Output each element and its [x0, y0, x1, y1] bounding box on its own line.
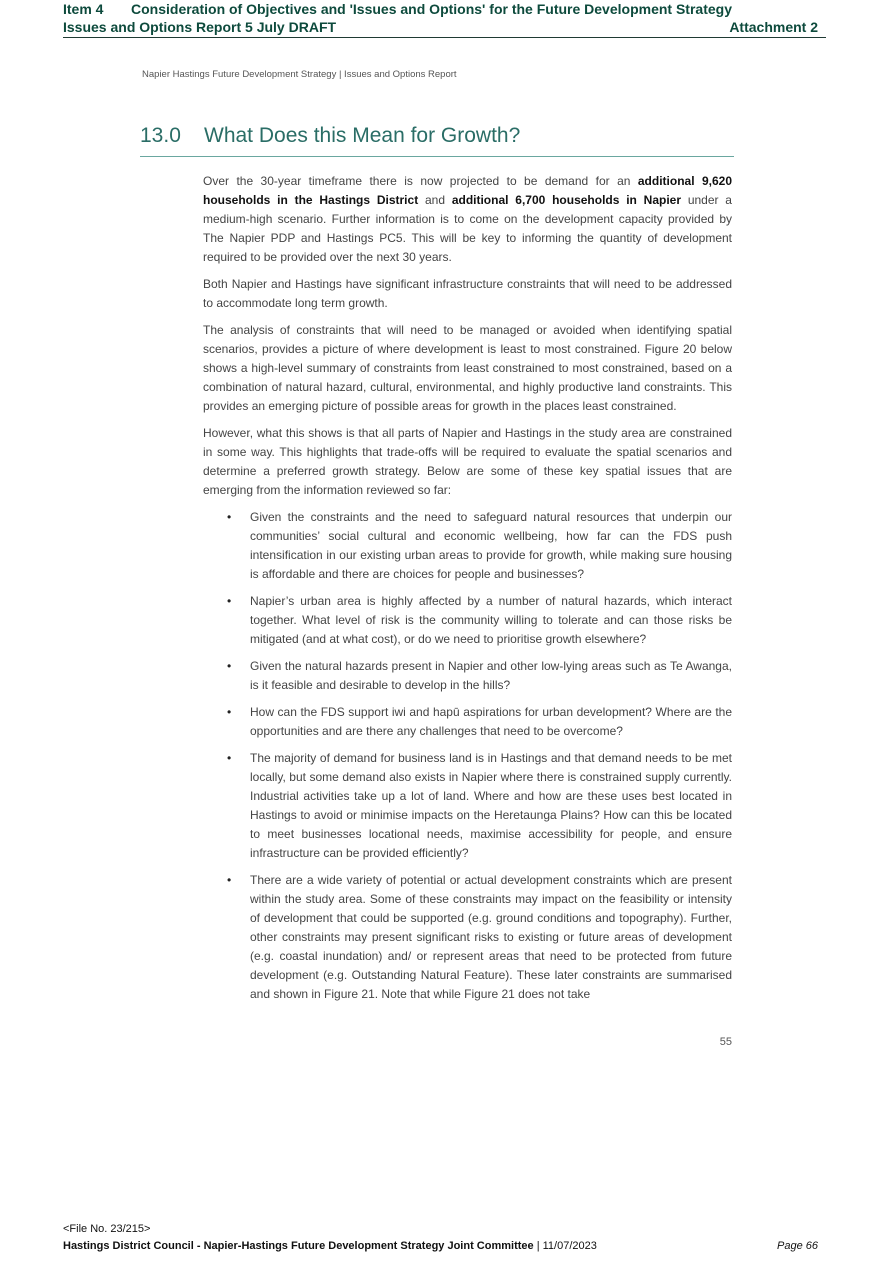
header-divider	[63, 37, 826, 38]
paragraph-text: under a medium-high scenario. Further information is to come on the development capacity provided by The Napier PDP and Hastings PC5. This will be key to informing the quantity of development required to be provided over the next 30 years.	[203, 193, 732, 264]
footer-page-number: Page 66	[777, 1240, 818, 1252]
bullet-icon: •	[227, 751, 232, 765]
paragraph: The analysis of constraints that will need to be managed or avoided when identifying spatial scenarios, provides a picture of where development is least to most constrained. Figure 20 below shows a high-level summary of constraints from least constrained to most constrained, based on a combination of natural hazard, cultural, environmental, and highly productive land constraints. This provides an emerging picture of possible areas for growth in the places least constrained.	[203, 323, 732, 413]
list-item	[203, 657, 732, 695]
bullet-icon: •	[227, 659, 232, 673]
footer-separator: |	[536, 1240, 540, 1252]
list-item-text: Given the constraints and the need to safeguard natural resources that underpin our communities’ social cultural and economic wellbeing, how far can the FDS push intensification in our existing urban areas to provide for growth, while making sure housing is affordable and there are choices for people and businesses?	[250, 510, 732, 581]
bullet-icon: •	[227, 510, 232, 524]
section-number: 13.0	[140, 124, 181, 147]
footer-committee: Hastings District Council - Napier-Hastings Future Development Strategy Joint Committee	[63, 1240, 534, 1252]
section-heading	[140, 124, 520, 148]
footer	[63, 1240, 818, 1252]
paragraph-text: and	[418, 193, 452, 207]
list-item-text: The majority of demand for business land is in Hastings and that demand needs to be met locally, but some demand also exists in Napier where there is constrained supply currently. Industrial activities take up a lot of land. Where and how are these uses best located in Hastings to avoid or minimise impacts on the Heretaunga Plains? How can this be located to meet businesses locational needs, maximise accessibility for people, and ensure infrastructure can be provided efficiently?	[250, 751, 732, 860]
bullet-icon: •	[227, 594, 232, 608]
list-item	[203, 703, 732, 741]
paragraph: Both Napier and Hastings have significant infrastructure constraints that will need to be addressed to accommodate long term growth.	[203, 277, 732, 310]
attachment-label: Attachment 2	[729, 19, 818, 35]
issues-list	[203, 508, 732, 1004]
running-header: Napier Hastings Future Development Strategy | Issues and Options Report	[142, 69, 457, 80]
paragraph-text: Over the 30-year timeframe there is now projected to be demand for an	[203, 174, 638, 188]
list-item-text: Given the natural hazards present in Napier and other low-lying areas such as Te Awanga, is it feasible and desirable to develop in the hills?	[250, 659, 732, 692]
highlight-hastings-households: additional 9,620 households in the Hastings District	[203, 174, 733, 207]
list-item-text: Napier’s urban area is highly affected by a number of natural hazards, which interact together. What level of risk is the community willing to tolerate and can those risks be mitigated (and at what cost), or do we need to prioritise growth elsewhere?	[250, 594, 732, 646]
list-item	[203, 749, 732, 863]
agenda-item-header	[63, 0, 818, 18]
footer-date: 11/07/2023	[542, 1240, 597, 1252]
bullet-icon: •	[227, 873, 232, 887]
bullet-icon: •	[227, 705, 232, 719]
section-divider	[140, 156, 734, 157]
report-subtitle: Issues and Options Report 5 July DRAFT	[63, 19, 337, 35]
highlight-napier-households: additional 6,700 households in Napier	[451, 193, 682, 207]
paragraph	[203, 172, 732, 267]
list-item-text: How can the FDS support iwi and hapū aspirations for urban development? Where are the opportunities and are there any challenges that need to be overcome?	[250, 705, 732, 738]
report-subtitle-row	[63, 18, 818, 36]
list-item	[203, 871, 732, 1004]
body-text	[203, 172, 732, 1012]
list-item	[203, 592, 732, 649]
section-title: What Does this Mean for Growth?	[204, 124, 521, 147]
document-page-number: 55	[719, 1036, 732, 1048]
paragraph: However, what this shows is that all parts of Napier and Hastings in the study area are constrained in some way. This highlights that trade-offs will be required to evaluate the spatial scenarios and determine a preferred growth strategy. Below are some of these key spatial issues that are emerging from the information reviewed so far:	[203, 426, 732, 497]
file-number: <File No. 23/215>	[63, 1223, 151, 1235]
agenda-item-title: Consideration of Objectives and 'Issues and Options' for the Future Development Strategy	[131, 1, 732, 17]
list-item-text: There are a wide variety of potential or actual development constraints which are present within the study area. Some of these constraints may impact on the feasibility or intensity of development that could be supported (e.g. ground conditions and topography). Further, other constraints may present significant risks to existing or future areas of development (e.g. coastal inundation) and/ or represent areas that need to be protected from future development (e.g. Outstanding Natural Feature). These later constraints are summarised and shown in Figure 21. Note that while Figure 21 does not take	[250, 873, 732, 1001]
list-item	[203, 508, 732, 584]
agenda-item-label: Item 4	[63, 1, 104, 17]
